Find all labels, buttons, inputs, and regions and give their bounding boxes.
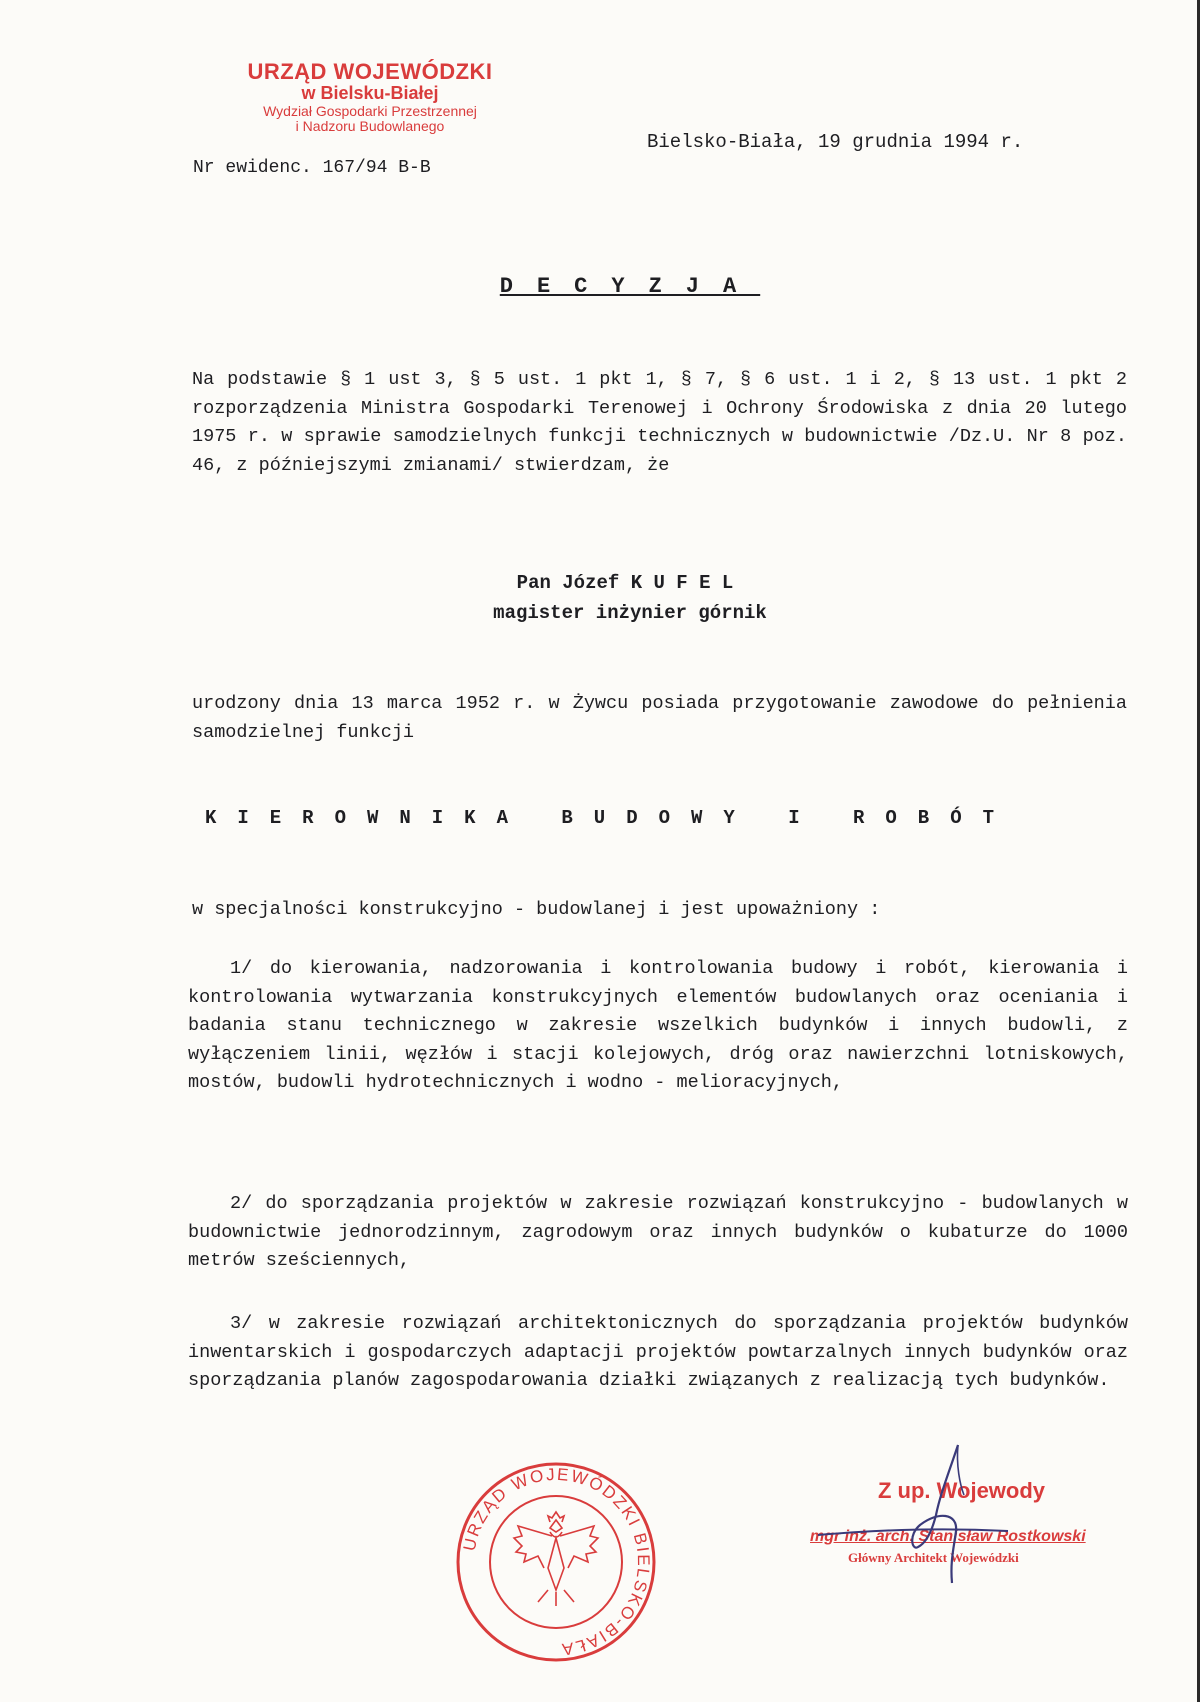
signatory-title: Główny Architekt Wojewódzki — [848, 1550, 1019, 1565]
reference-number: Nr ewidenc. 167/94 B-B — [193, 158, 431, 178]
office-city: w Bielsku-Białej — [301, 83, 439, 104]
handwritten-signature — [808, 1435, 1028, 1585]
authorization-item-2: 2/ do sporządzania projektów w zakresie rozwiązań konstrukcyjno - budowlanych w budownictwie jednorodzinnym, zagrodowym oraz innych budynków o kubaturze do 1000 metrów sześciennych, — [188, 1193, 1128, 1271]
office-department-2: i Nadzoru Budowlanego — [295, 118, 445, 135]
specialty-statement: w specjalności konstrukcyjno - budowlanej i jest upoważniony : — [192, 899, 881, 920]
office-seal-stamp — [452, 1458, 660, 1666]
authorization-item-3: 3/ w zakresie rozwiązań architektonicznych do sporządzania projektów budynków inwentarskich i gospodarczych adaptacji projektów powtarzalnych innych budynków oraz sporządzania planów zagospodarowania działki związanych z realizacją tych budynków. — [188, 1313, 1128, 1391]
signatory-name: mgr inż. arch. Stanisław Rostkowski — [810, 1528, 1086, 1545]
eagle-emblem-icon — [514, 1512, 598, 1606]
place-date: Bielsko-Biała, 19 grudnia 1994 r. — [647, 131, 1024, 153]
function-title: KIEROWNIKA BUDOWY I ROBÓT — [204, 807, 1016, 829]
document-title: DECYZJA — [499, 274, 761, 299]
seal-text: URZĄD WOJEWÓDZKI BIELSKO-BIAŁA — [459, 1464, 654, 1660]
person-name: Pan Józef K U F E L — [516, 572, 734, 594]
birth-statement: urodzony dnia 13 marca 1952 r. w Żywcu posiada przygotowanie zawodowe do pełnienia samodzielnej funkcji — [192, 693, 1127, 743]
authorization-label: Z up. Wojewody — [878, 1478, 1046, 1503]
svg-text:URZĄD WOJEWÓDZKI BIELSKO-BIAŁA — [460, 1465, 653, 1659]
legal-basis-paragraph: Na podstawie § 1 ust 3, § 5 ust. 1 pkt 1, § 7, § 6 ust. 1 i 2, § 13 ust. 1 pkt 2 rozporządzenia Ministra Gospodarki Terenowej i Ochrony Środowiska z dnia 20 lutego 1975 r. w sprawie samodzielnych funkcji technicznych w budownictwie /Dz.U. Nr 8 poz. 46, z późniejszymi zmianami/ stwierdzam, że — [192, 369, 1127, 476]
office-name: URZĄD WOJEWÓDZKI — [247, 59, 493, 84]
authorization-item-1: 1/ do kierowania, nadzorowania i kontrolowania budowy i robót, kierowania i kontrolowania wytwarzania konstrukcyjnych elementów budowlanych oraz oceniania i badania stanu technicznego w zakresie wszelkich budynków i innych budowli, z wyłączeniem linii, węzłów i stacji kolejowych, dróg oraz nawierzchni lotniskowych, mostów, budowli hydrotechnicznych i wodno - melioracyjnych, — [188, 958, 1128, 1093]
person-degree: magister inżynier górnik — [493, 602, 767, 624]
office-department: Wydział Gospodarki Przestrzennej — [263, 102, 477, 119]
office-header-stamp — [200, 60, 540, 135]
